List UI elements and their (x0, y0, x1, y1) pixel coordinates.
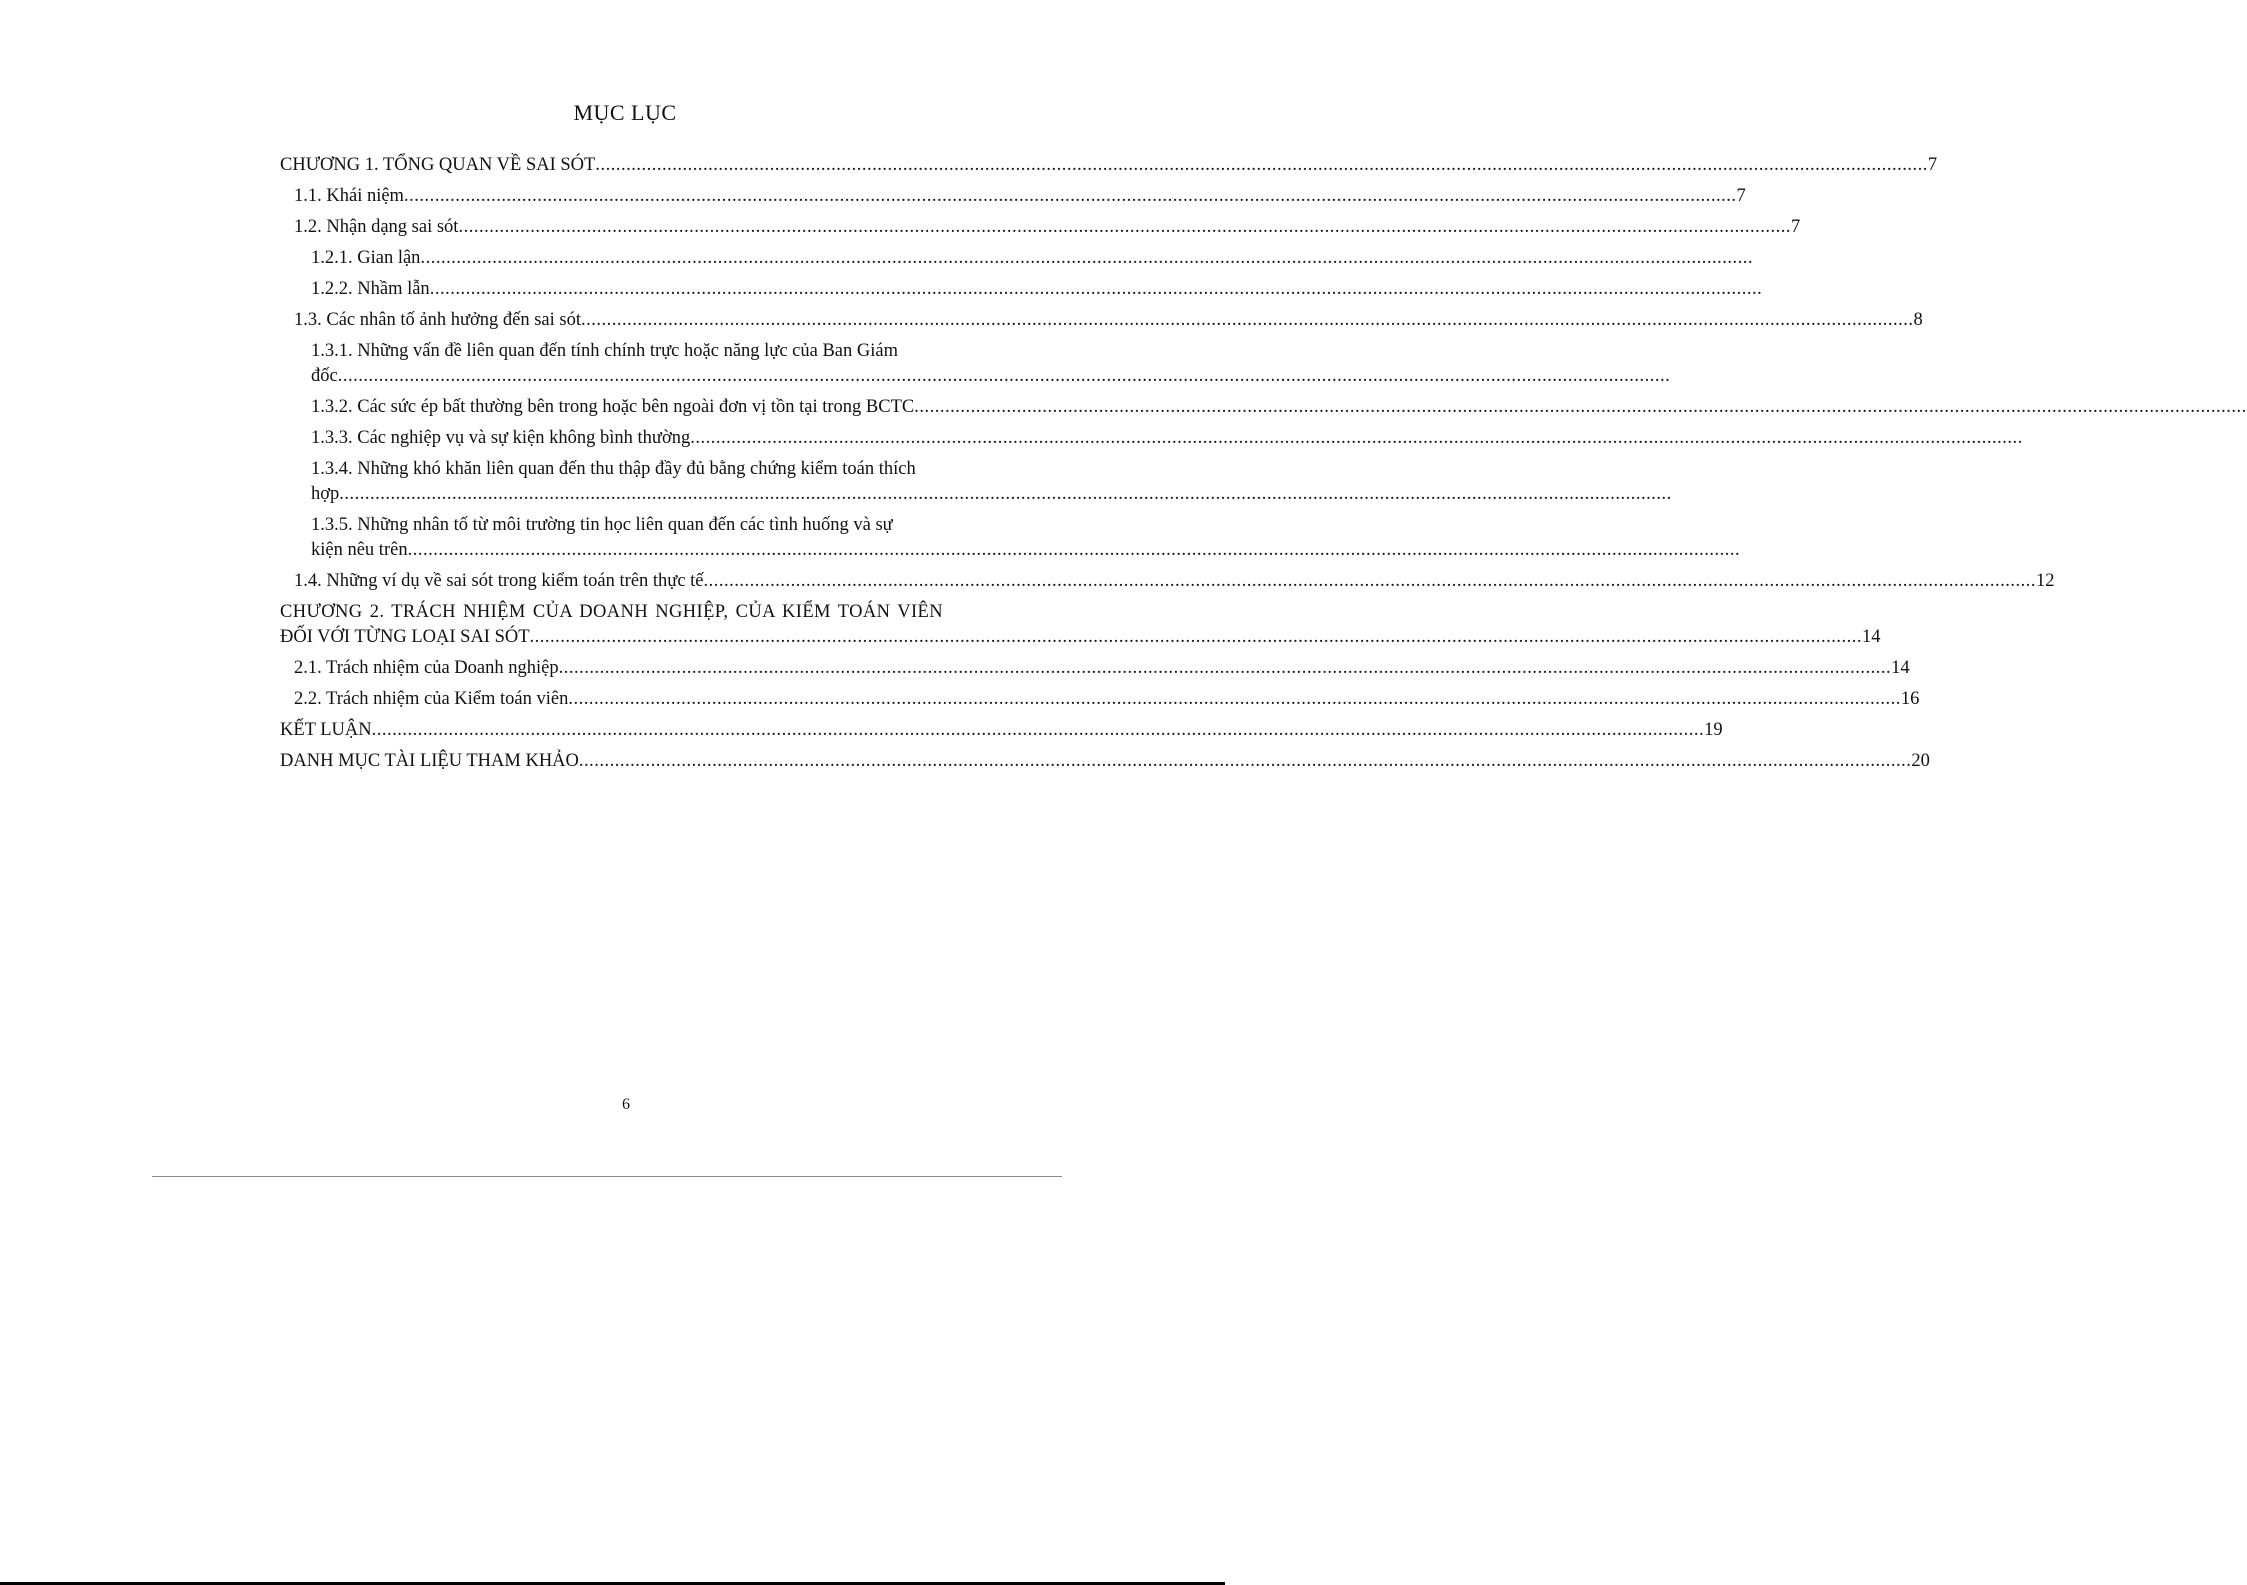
toc-entry-text: 1.3. Các nhân tố ảnh hưởng đến sai sót (294, 310, 581, 330)
toc-leader-dots (579, 749, 1912, 774)
toc-entry-text: 1.2. Nhận dạng sai sót (294, 217, 459, 237)
toc-entry-text: 1.3.2. Các sức ép bất thường bên trong hoặc bên ngoài đơn vị tồn tại trong BCTC (311, 397, 915, 417)
toc-leader-dots (914, 395, 2247, 420)
toc-entry-text: 1.4. Những ví dụ về sai sót trong kiểm toán trên thực tế (294, 571, 704, 591)
toc-entry-text: 1.1. Khái niệm (294, 186, 404, 206)
toc-leader-dots (338, 364, 1671, 389)
toc-leader-dots (430, 277, 1763, 302)
toc-entry[interactable] (280, 339, 983, 389)
toc-entry-text: 1.3.3. Các nghiệp vụ và sự kiện không bình thường (311, 428, 691, 448)
toc-page-number: 8 (1913, 310, 1923, 330)
toc-entry[interactable] (280, 246, 983, 271)
toc-leader-dots (595, 153, 1928, 178)
toc-leader-dots (420, 246, 1753, 271)
toc-entry-text: 2.2. Trách nhiệm của Kiểm toán viên (294, 689, 569, 709)
toc-page-number: 19 (1704, 720, 1723, 740)
toc-leader-dots (404, 184, 1737, 209)
toc-entry[interactable] (280, 308, 1923, 333)
toc-leader-dots (372, 718, 1705, 743)
toc-entry[interactable] (280, 277, 983, 302)
toc-entry-text: 2.1. Trách nhiệm của Doanh nghiệp (294, 658, 559, 678)
toc-entry[interactable] (280, 426, 983, 451)
page-number: 6 (622, 1096, 630, 1113)
toc-leader-dots (559, 656, 1892, 681)
toc-leader-dots (568, 687, 1901, 712)
toc-entry-text-line1: 1.3.5. Những nhân tố từ môi trường tin học liên quan đến các tình huống và sự (311, 515, 893, 535)
toc-page-number: 7 (1790, 217, 1801, 237)
toc-entry-text-line1: 1.3.4. Những khó khăn liên quan đến thu thập đầy đủ bằng chứng kiểm toán thích (311, 459, 916, 479)
toc-page-number: 7 (1927, 155, 1938, 175)
toc-page-number: 12 (2036, 571, 2055, 591)
toc-entry[interactable] (280, 569, 2055, 594)
toc-entry[interactable] (280, 395, 999, 420)
toc-entry[interactable] (280, 184, 1746, 209)
toc-leader-dots (530, 625, 1863, 650)
toc-leader-dots (339, 482, 1672, 507)
toc-leader-dots (458, 215, 1791, 240)
toc-page-number: 14 (1891, 658, 1910, 678)
toc-leader-dots (704, 569, 2037, 594)
toc-entry[interactable] (280, 600, 1881, 650)
toc-entry[interactable] (280, 718, 1723, 743)
toc-entry-text: hợp (311, 484, 340, 504)
toc-page-number: 7 (1736, 186, 1746, 206)
toc-entry[interactable] (280, 687, 1920, 712)
toc-entry[interactable] (280, 656, 1910, 681)
toc-entry[interactable] (280, 749, 1930, 774)
toc-page-number: 16 (1900, 689, 1920, 709)
toc-entry[interactable] (280, 457, 976, 507)
toc-entry-text: CHƯƠNG 1. TỔNG QUAN VỀ SAI SÓT (280, 155, 596, 175)
toc-entry-text-line1: 1.3.1. Những vấn đề liên quan đến tính chính trực hoặc năng lực của Ban Giám (311, 341, 898, 361)
page-title: MỤC LỤC (573, 100, 677, 125)
toc-entry-text: 1.2.1. Gian lận (311, 248, 421, 268)
toc-entry-text: ĐỐI VỚI TỪNG LOẠI SAI SÓT (280, 627, 530, 647)
toc-leader-dots (581, 308, 1914, 333)
toc-leader-dots (690, 426, 2023, 451)
toc-entry-text: DANH MỤC TÀI LIỆU THAM KHẢO (280, 751, 579, 771)
toc-entry-text: 1.2.2. Nhầm lẫn (311, 279, 430, 299)
toc-entry-text: kiện nêu trên (311, 540, 408, 560)
table-of-contents (280, 153, 2055, 780)
toc-page-number: 20 (1911, 751, 1930, 771)
toc-entry-text-line1: CHƯƠNG 2. TRÁCH NHIỆM CỦA DOANH NGHIỆP, CỦA KIỂM TOÁN VIÊN (280, 602, 943, 622)
page-break-divider (152, 1176, 1062, 1177)
toc-entry-text: KẾT LUẬN (280, 720, 372, 740)
toc-leader-dots (408, 538, 1741, 563)
toc-entry-text: đốc (311, 366, 338, 386)
toc-entry[interactable] (280, 153, 1938, 178)
toc-entry[interactable] (280, 513, 976, 563)
toc-entry[interactable] (280, 215, 1801, 240)
toc-page-number: 14 (1862, 627, 1881, 647)
